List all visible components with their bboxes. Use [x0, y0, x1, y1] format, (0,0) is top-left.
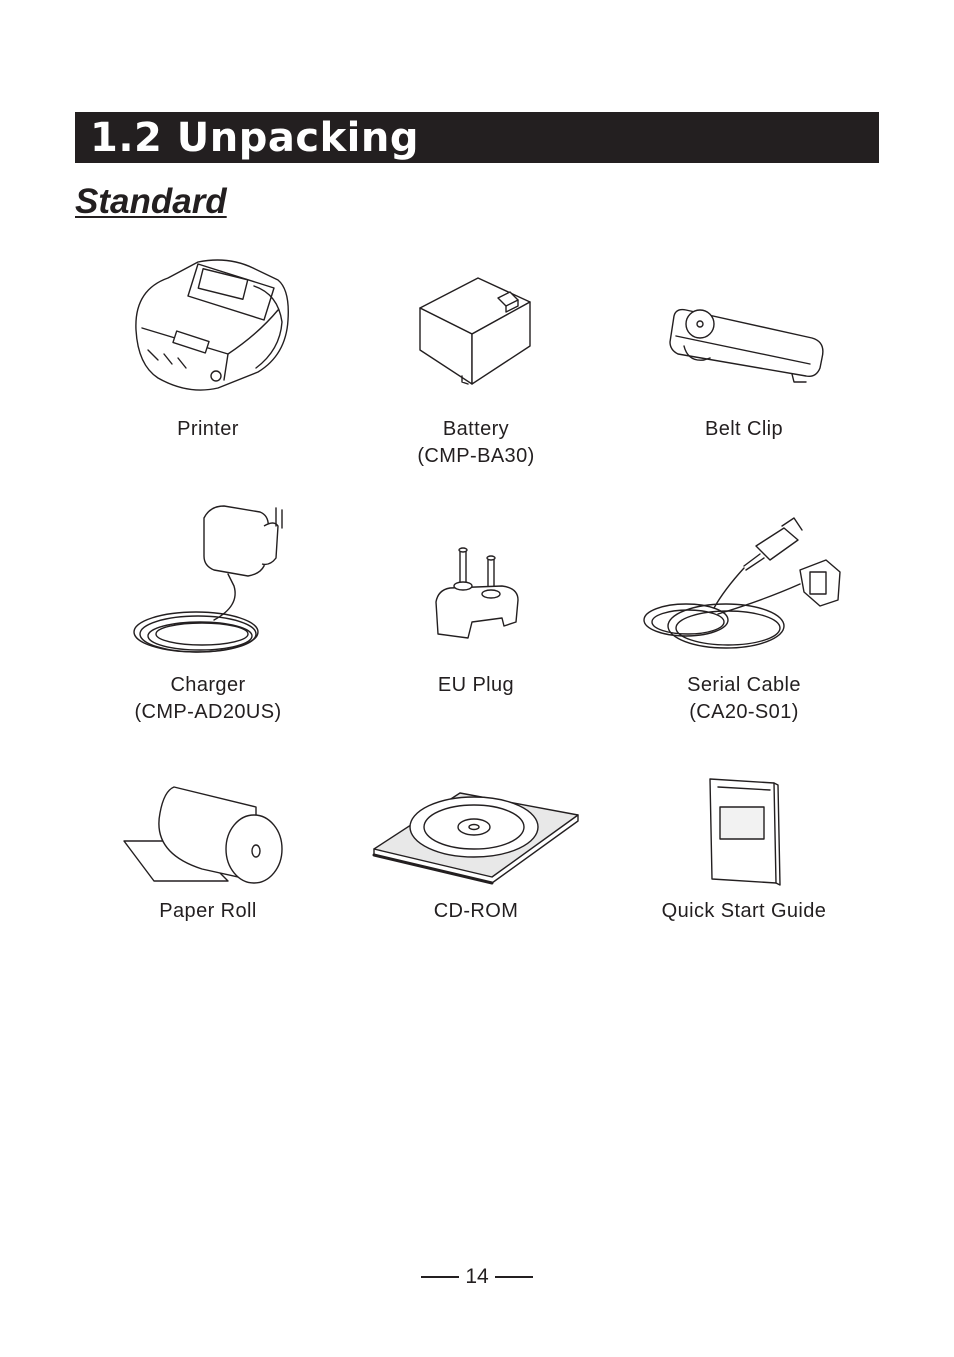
item-name: Serial Cable [687, 674, 801, 696]
item-model: (CA20-S01) [689, 701, 799, 723]
item-eu-plug [346, 490, 606, 730]
battery-icon [346, 250, 606, 400]
item-model: (CMP-BA30) [417, 445, 535, 467]
cd-rom-icon [346, 765, 606, 895]
page-title: 1.2 Unpacking [90, 115, 419, 161]
item-name: Charger [170, 674, 246, 696]
page-number: 14 [465, 1265, 489, 1288]
item-name: Printer [177, 418, 239, 440]
item-name: Paper Roll [159, 900, 257, 922]
item-model: (CMP-AD20US) [134, 701, 282, 723]
item-name: EU Plug [437, 674, 515, 696]
section-heading: Standard [75, 182, 227, 221]
paper-roll-icon [78, 765, 338, 895]
item-charger [78, 490, 338, 730]
item-name: Quick Start Guide [661, 900, 827, 922]
item-battery [346, 250, 606, 480]
belt-clip-icon [614, 250, 874, 400]
item-printer [78, 250, 338, 480]
item-cd-rom [346, 765, 606, 935]
serial-cable-icon [614, 490, 874, 665]
section-title-bar [75, 112, 879, 163]
item-paper-roll [78, 765, 338, 935]
page-footer [0, 1265, 954, 1289]
quick-start-guide-icon [614, 765, 874, 895]
footer-rule-left [421, 1276, 459, 1278]
charger-icon [78, 490, 338, 665]
eu-plug-icon [346, 490, 606, 665]
item-belt-clip [614, 250, 874, 480]
item-serial-cable [614, 490, 874, 730]
item-name: Belt Clip [704, 418, 784, 440]
item-name: Battery [442, 418, 510, 440]
footer-rule-right [495, 1276, 533, 1278]
printer-icon [78, 250, 338, 400]
item-quick-start-guide [614, 765, 874, 935]
item-name: CD-ROM [433, 900, 519, 922]
